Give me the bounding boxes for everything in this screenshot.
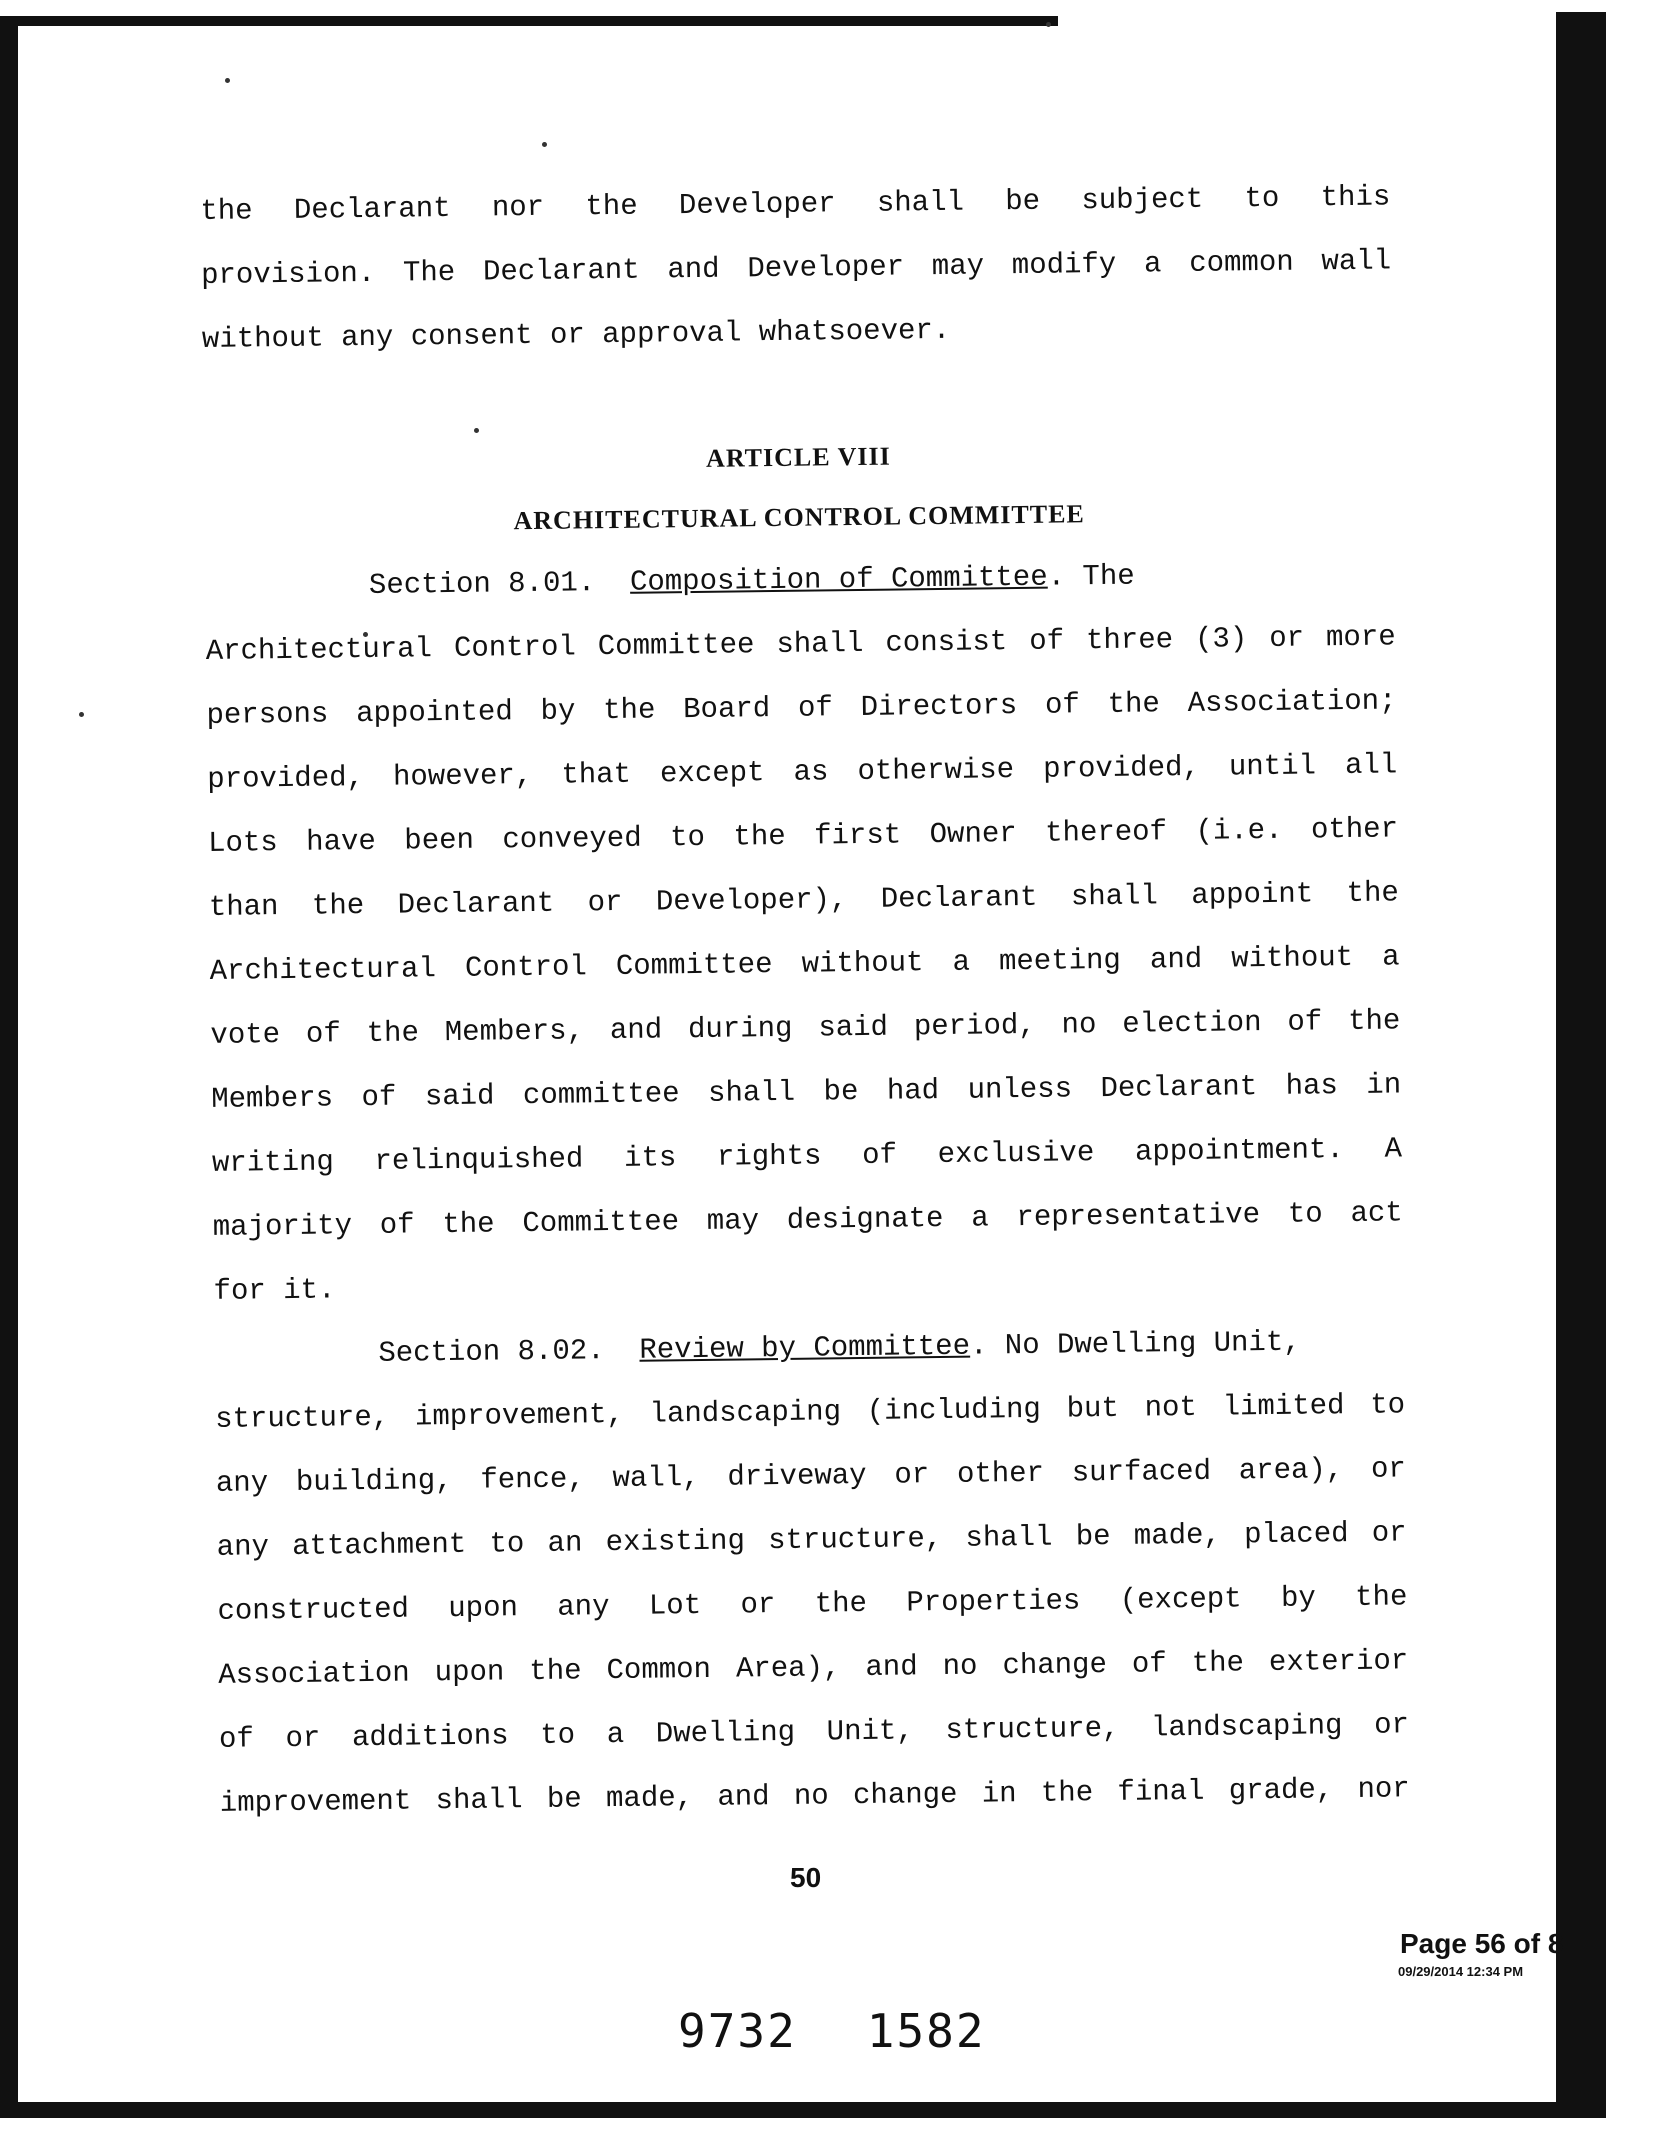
text-line: constructed upon any Lot or the Properties (except by the bbox=[217, 1580, 1408, 1628]
section-802 bbox=[214, 1309, 1410, 1836]
recording-book: 9732 bbox=[678, 2004, 797, 2058]
text-line: Architectural Control Committee shall consist of three (3) or more bbox=[205, 620, 1396, 668]
text-line: than the Declarant or Developer), Declarant shall appoint the bbox=[208, 876, 1400, 924]
article-heading: ARTICLE VIII bbox=[705, 441, 891, 473]
scan-border-right bbox=[1556, 12, 1606, 2118]
section-801-first-word: The bbox=[1082, 559, 1135, 594]
text-line: Association upon the Common Area), and no change of the exterior bbox=[218, 1644, 1409, 1692]
text-line: provided, however, that except as otherwise provided, until all bbox=[207, 748, 1398, 796]
text-line: improvement shall be made, and no change in the final grade, nor bbox=[219, 1772, 1410, 1820]
text-line: any attachment to an existing structure, shall be made, placed or bbox=[216, 1516, 1407, 1564]
recording-reference bbox=[678, 2004, 986, 2058]
intro-paragraph bbox=[200, 165, 1392, 372]
document-page bbox=[200, 165, 1410, 1820]
section-801-title: Composition of Committee bbox=[629, 560, 1048, 599]
text-line: Lots have been conveyed to the first Owner thereof (i.e. other bbox=[207, 812, 1399, 860]
section-801 bbox=[205, 541, 1404, 1323]
recording-page: 1582 bbox=[866, 2004, 986, 2058]
page-number: 50 bbox=[790, 1862, 822, 1893]
text-line: majority of the Committee may designate a representative to act bbox=[212, 1196, 1403, 1244]
section-802-title-punct: . bbox=[969, 1329, 988, 1363]
text-line: Members of said committee shall be had unless Declarant has in bbox=[211, 1068, 1402, 1116]
text-line: the Declarant nor the Developer shall be subject to this bbox=[200, 180, 1391, 228]
section-802-first-words: No Dwelling Unit, bbox=[1004, 1325, 1301, 1363]
scan-speck bbox=[79, 712, 84, 717]
scan-border-top bbox=[8, 16, 1058, 26]
article-title: ARCHITECTURAL CONTROL COMMITTEE bbox=[513, 499, 1085, 536]
text-line: writing relinquished its rights of exclusive appointment. A bbox=[211, 1132, 1403, 1180]
text-line: provision. The Declarant and Developer may modify a common wall bbox=[200, 244, 1392, 292]
text-line: vote of the Members, and during said period, no election of the bbox=[210, 1004, 1401, 1052]
text-line: without any consent or approval whatsoever. bbox=[201, 313, 951, 356]
text-line: structure, improvement, landscaping (including but not limited to bbox=[214, 1388, 1406, 1436]
recorder-timestamp: 09/29/2014 12:34 PM bbox=[1398, 1964, 1524, 1979]
scan-speck bbox=[225, 78, 230, 83]
scan-border-bottom bbox=[0, 2102, 1606, 2118]
section-802-number: Section 8.02. bbox=[378, 1334, 605, 1370]
section-802-title: Review by Committee bbox=[639, 1329, 971, 1367]
scan-speck bbox=[542, 142, 547, 147]
text-line: of or additions to a Dwelling Unit, structure, landscaping or bbox=[218, 1708, 1410, 1756]
text-line: Architectural Control Committee without a meeting and without a bbox=[209, 940, 1400, 988]
scan-border-left bbox=[0, 16, 18, 2116]
text-line: any building, fence, wall, driveway or other surfaced area), or bbox=[215, 1452, 1407, 1500]
recorder-page-stamp: Page 56 of 8 bbox=[1400, 1928, 1564, 1959]
section-801-title-punct: . bbox=[1047, 560, 1066, 594]
text-line: for it. bbox=[213, 1273, 336, 1308]
scan-speck bbox=[474, 428, 479, 433]
section-801-number: Section 8.01. bbox=[368, 566, 596, 602]
scan-speck bbox=[1046, 22, 1051, 27]
text-line: persons appointed by the Board of Directors of the Association; bbox=[206, 684, 1397, 732]
